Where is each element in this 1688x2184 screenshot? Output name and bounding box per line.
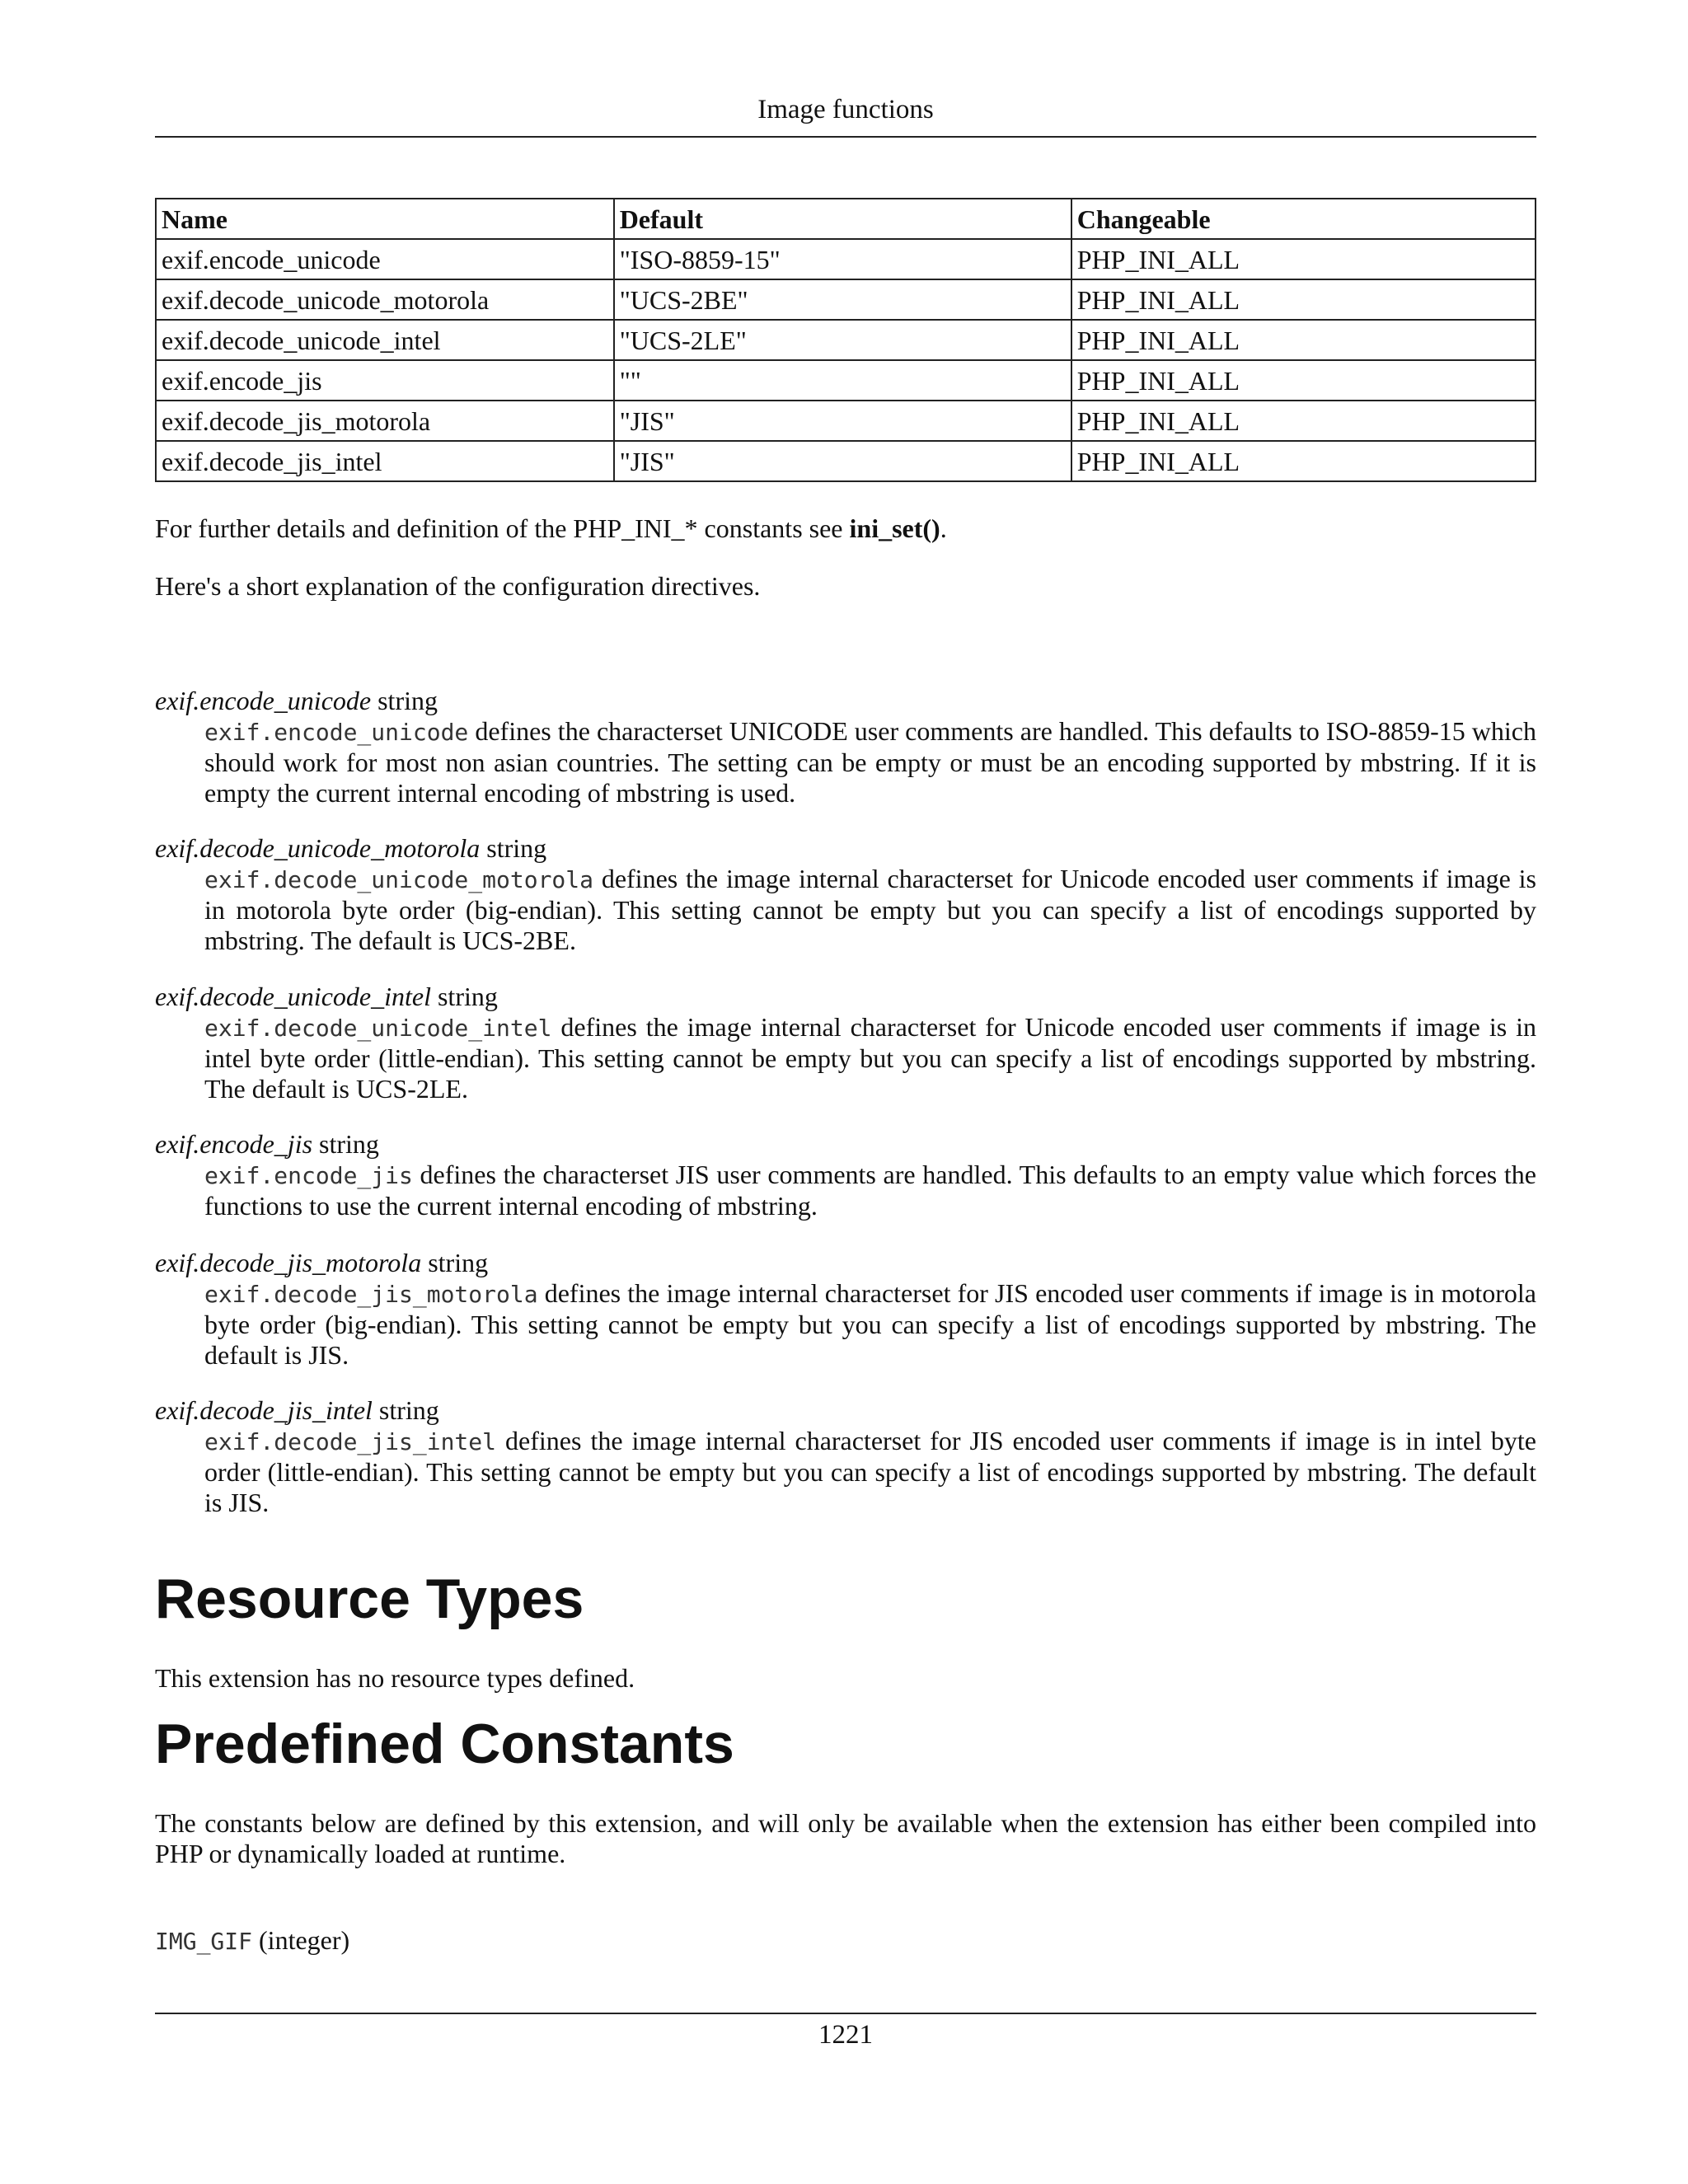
ini-set-link[interactable]: ini_set() [849,513,940,543]
predefined-constants-heading: Predefined Constants [155,1713,734,1775]
page-number: 1221 [818,2020,873,2050]
directive-text: defines the image internal characterset for Unicode encoded user comments if image is in intel byte order (little-endian). This setting cannot be empty but you can specify a list of encodings supported by mbstring. The default is UCS-2LE. [204,1012,1536,1104]
directive-code: exif.decode_jis_intel [204,1428,497,1455]
ini-settings-table [155,198,1536,482]
table-row [156,279,1536,320]
cell-changeable: PHP_INI_ALL [1071,441,1536,481]
table-row [156,441,1536,481]
directive-name: exif.encode_jis [155,1129,313,1159]
cell-name: exif.decode_jis_motorola [156,401,614,441]
directive-term [155,686,1536,716]
directive-name: exif.decode_jis_motorola [155,1248,422,1277]
directive-code: exif.encode_unicode [204,719,469,746]
directive-description [204,864,1536,956]
directive-name: exif.decode_jis_intel [155,1395,373,1425]
directive-type: string [437,982,498,1011]
directive-term [155,1395,1536,1426]
predefined-constants-text: The constants below are defined by this extension, and will only be available when the extension has either been compiled into PHP or dynamically loaded at runtime. [155,1808,1536,1868]
cell-default: "JIS" [614,401,1071,441]
running-header: Image functions [757,95,934,124]
cell-name: exif.decode_jis_intel [156,441,614,481]
cell-name: exif.encode_jis [156,360,614,401]
cell-name: exif.decode_unicode_motorola [156,279,614,320]
directive-description [204,1426,1536,1518]
directive-term [155,1129,1536,1160]
cell-default: "UCS-2LE" [614,320,1071,360]
cell-default: "" [614,360,1071,401]
directive-text: defines the characterset JIS user comments are handled. This defaults to an empty value which forces the functions to use the current internal encoding of mbstring. [204,1160,1536,1221]
directive-text: defines the image internal characterset for Unicode encoded user comments if image is in motorola byte order (big-endian). This setting cannot be empty but you can specify a list of encodings supported by mbstring. The default is UCS-2BE. [204,864,1536,955]
cell-name: exif.decode_unicode_intel [156,320,614,360]
directive-name: exif.encode_unicode [155,686,372,715]
cell-default: "ISO-8859-15" [614,239,1071,279]
directive-description [204,716,1536,808]
directive-code: exif.decode_unicode_intel [204,1015,552,1042]
directive-code: exif.decode_unicode_motorola [204,866,594,893]
directives-intro-paragraph: Here's a short explanation of the configuration directives. [155,571,761,601]
table-row [156,360,1536,401]
directive-type: string [377,686,438,715]
resource-types-heading: Resource Types [155,1568,584,1630]
directive-code: exif.decode_jis_motorola [204,1281,538,1308]
table-header-row [156,199,1536,239]
directive-type: string [428,1248,489,1277]
table-row [156,320,1536,360]
constant-entry [155,1925,1536,1957]
ini-set-reference-paragraph [155,513,1536,544]
cell-changeable: PHP_INI_ALL [1071,360,1536,401]
cell-default: "UCS-2BE" [614,279,1071,320]
directive-name: exif.decode_unicode_intel [155,982,431,1011]
directive-text: defines the characterset UNICODE user comments are handled. This defaults to ISO-8859-15 which should work for most non asian countries. The setting can be empty or must be an encoding supported by mbstring. If it is empty the current internal encoding of mbstring is used. [204,716,1536,808]
column-header-changeable: Changeable [1071,199,1536,239]
directive-text: defines the image internal characterset for JIS encoded user comments if image is in intel byte order (little-endian). This setting cannot be empty but you can specify a list of encodings supported by mbstring. The default is JIS. [204,1426,1536,1517]
directive-description [204,1278,1536,1371]
resource-types-text: This extension has no resource types defined. [155,1663,635,1693]
header-rule [155,136,1536,138]
directive-type: string [486,833,547,863]
constant-type: (integer) [259,1925,350,1955]
column-header-name: Name [156,199,614,239]
cell-changeable: PHP_INI_ALL [1071,401,1536,441]
directive-term [155,982,1536,1012]
cell-changeable: PHP_INI_ALL [1071,239,1536,279]
table-row [156,239,1536,279]
table-row [156,401,1536,441]
cell-name: exif.encode_unicode [156,239,614,279]
directive-code: exif.encode_jis [204,1162,413,1189]
directive-name: exif.decode_unicode_motorola [155,833,481,863]
directive-text: defines the image internal characterset for JIS encoded user comments if image is in motorola byte order (big-endian). This setting cannot be empty but you can specify a list of encodings supported by mbstring. The default is JIS. [204,1278,1536,1370]
directive-term [155,1248,1536,1278]
cell-changeable: PHP_INI_ALL [1071,320,1536,360]
directive-type: string [319,1129,379,1159]
directive-description [204,1012,1536,1104]
constant-name: IMG_GIF [155,1928,253,1955]
directive-type: string [378,1395,439,1425]
footer-rule [155,2013,1536,2014]
directive-term [155,833,1536,864]
reference-text: For further details and definition of the PHP_INI_* constants see [155,513,850,543]
cell-changeable: PHP_INI_ALL [1071,279,1536,320]
cell-default: "JIS" [614,441,1071,481]
directive-description [204,1160,1536,1221]
column-header-default: Default [614,199,1071,239]
reference-suffix: . [940,513,947,543]
